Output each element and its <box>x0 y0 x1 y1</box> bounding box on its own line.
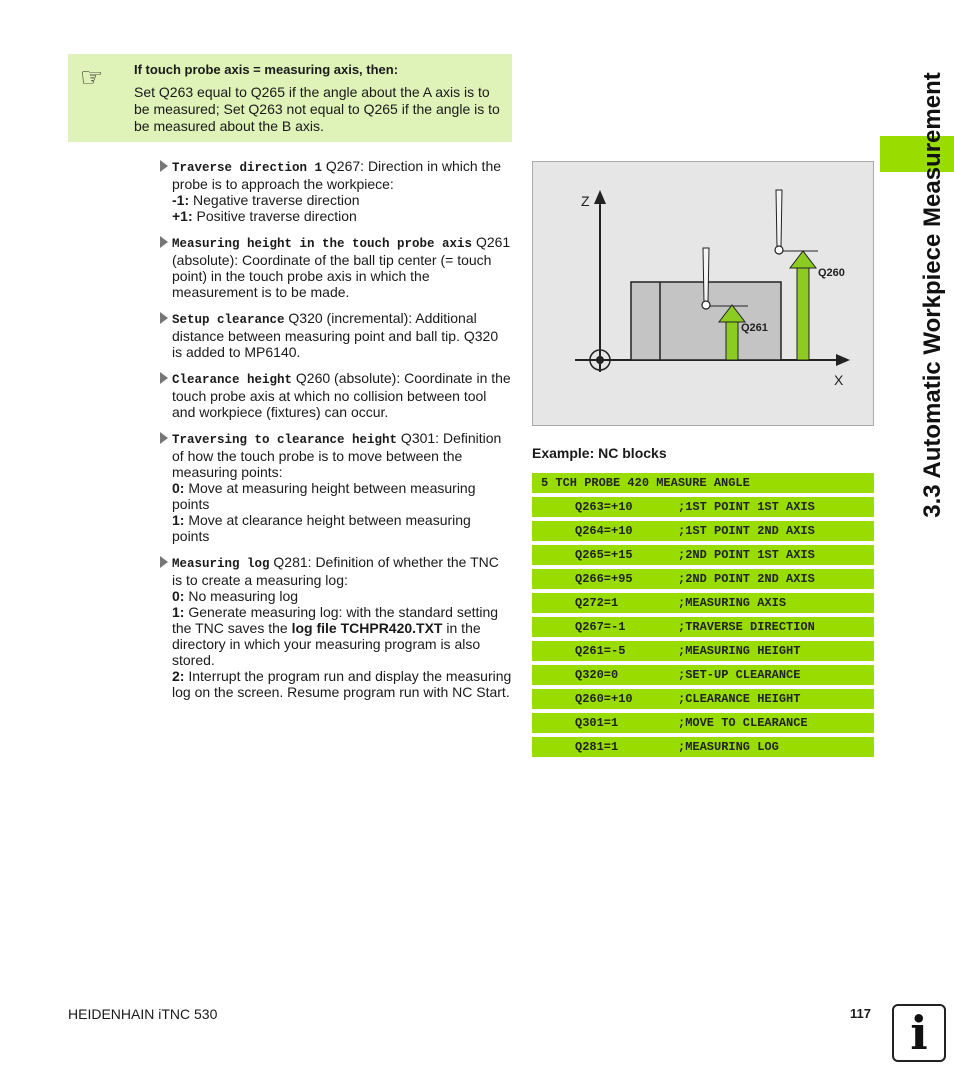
param-name: Measuring log <box>172 557 270 571</box>
nc-param: Q264=+10 <box>575 524 633 538</box>
note-box <box>68 54 512 142</box>
option-text: in the directory in which your measuring program is also stored. <box>172 620 481 668</box>
nc-param: Q281=1 <box>575 740 619 754</box>
param-desc: Q281: Definition of whether the TNC is to create a measuring log: <box>172 554 499 588</box>
nc-comment: ;MEASURING AXIS <box>678 596 787 610</box>
bullet-arrow-icon <box>160 160 168 172</box>
nc-row <box>532 713 874 733</box>
probe-stylus-1 <box>703 248 709 302</box>
nc-param: Q301=1 <box>575 716 619 730</box>
nc-comment: ;2ND POINT 1ST AXIS <box>678 548 815 562</box>
chapter-side-title-text: 3.3 Automatic Workpiece Measurement <box>919 72 946 518</box>
note-title: If touch probe axis = measuring axis, then: <box>134 62 399 77</box>
param-desc: Q320 (incremental): Additional distance between measuring point and ball tip. Q320 is added to MP6140. <box>172 310 499 360</box>
q261-label: Q261 <box>741 322 768 334</box>
param-desc: Q260 (absolute): Coordinate in the touch probe axis at which no collision between tool and workpiece (fixtures) can occur. <box>172 370 511 420</box>
nc-param: Q272=1 <box>575 596 619 610</box>
q260-arrow-shaft <box>797 266 809 360</box>
param-name: Setup clearance <box>172 313 285 327</box>
param-item <box>160 554 512 700</box>
nc-row <box>532 593 874 613</box>
nc-comment: ;2ND POINT 2ND AXIS <box>678 572 815 586</box>
param-name: Traversing to clearance height <box>172 433 398 447</box>
param-item <box>160 370 512 420</box>
datum-center <box>596 356 604 364</box>
probe-stylus-2 <box>776 190 782 247</box>
q261-arrow-shaft <box>726 320 738 360</box>
bullet-arrow-icon <box>160 236 168 248</box>
option-key: +1: <box>172 208 193 224</box>
bullet-arrow-icon <box>160 372 168 384</box>
param-item <box>160 234 512 300</box>
param-desc: Q301: Definition of how the touch probe is to move between the measuring points: <box>172 430 502 480</box>
param-item <box>160 158 512 224</box>
parameter-list <box>160 158 512 710</box>
z-axis-arrow <box>594 190 606 204</box>
option-text: Interrupt the program run and display the measuring log on the screen. Resume program run with NC Start. <box>172 668 512 700</box>
option-text: Positive traverse direction <box>192 208 357 224</box>
bullet-arrow-icon <box>160 432 168 444</box>
diagram-svg <box>533 162 873 425</box>
nc-row <box>532 617 874 637</box>
option-key: 1: <box>172 512 185 528</box>
q260-label: Q260 <box>818 267 845 279</box>
nc-comment: ;1ST POINT 2ND AXIS <box>678 524 815 538</box>
nc-row <box>532 497 874 517</box>
param-item <box>160 310 512 360</box>
example-title: Example: NC blocks <box>532 445 667 461</box>
nc-comment: ;1ST POINT 1ST AXIS <box>678 500 815 514</box>
nc-param: Q265=+15 <box>575 548 633 562</box>
pointing-hand-icon: ☞ <box>80 62 104 92</box>
nc-param: Q266=+95 <box>575 572 633 586</box>
nc-param: Q320=0 <box>575 668 619 682</box>
measurement-diagram <box>532 161 874 426</box>
nc-row <box>532 569 874 589</box>
chapter-side-title <box>921 55 945 535</box>
nc-row <box>532 521 874 541</box>
option-text: Negative traverse direction <box>189 192 360 208</box>
nc-row <box>532 641 874 661</box>
bullet-arrow-icon <box>160 556 168 568</box>
x-axis-label: X <box>834 372 844 388</box>
param-name: Measuring height in the touch probe axis <box>172 237 473 251</box>
footer-manual-title: HEIDENHAIN iTNC 530 <box>68 1006 218 1022</box>
option-text: Move at measuring height between measuring points <box>172 480 476 512</box>
x-axis-arrow <box>836 354 850 366</box>
probe-ball-2 <box>775 246 783 254</box>
param-desc: Q261 (absolute): Coordinate of the ball tip center (= touch point) in the touch probe axis in which the measurement is to be made. <box>172 234 511 300</box>
nc-param: Q263=+10 <box>575 500 633 514</box>
param-name: Traverse direction 1 <box>172 161 323 175</box>
option-text: Move at clearance height between measuring points <box>172 512 471 544</box>
nc-header-row <box>532 473 874 493</box>
nc-param: Q260=+10 <box>575 692 633 706</box>
option-key: -1: <box>172 192 190 208</box>
option-key: 0: <box>172 588 185 604</box>
nc-block-list <box>532 473 874 761</box>
q260-arrow-head <box>790 251 816 268</box>
nc-comment: ;TRAVERSE DIRECTION <box>678 620 815 634</box>
nc-param: Q267=-1 <box>575 620 626 634</box>
option-key: 0: <box>172 480 185 496</box>
nc-row <box>532 545 874 565</box>
probe-ball-1 <box>702 301 710 309</box>
nc-comment: ;MEASURING LOG <box>678 740 779 754</box>
param-desc: Q267: Direction in which the probe is to approach the workpiece: <box>172 158 502 192</box>
option-text: No measuring log <box>184 588 299 604</box>
nc-row <box>532 665 874 685</box>
page-number: 117 <box>850 1006 871 1021</box>
nc-param: Q261=-5 <box>575 644 626 658</box>
nc-comment: ;SET-UP CLEARANCE <box>678 668 801 682</box>
bullet-arrow-icon <box>160 312 168 324</box>
nc-header-text: 5 TCH PROBE 420 MEASURE ANGLE <box>541 476 750 490</box>
note-body: Set Q263 equal to Q265 if the angle about the A axis is to be measured; Set Q263 not equal to Q265 if the angle is to be measured about the B axis. <box>134 84 500 134</box>
param-name: Clearance height <box>172 373 293 387</box>
nc-comment: ;CLEARANCE HEIGHT <box>678 692 801 706</box>
nc-comment: ;MOVE TO CLEARANCE <box>678 716 808 730</box>
z-axis-label: Z <box>581 193 590 209</box>
log-file-name: log file TCHPR420.TXT <box>291 620 443 636</box>
nc-row <box>532 689 874 709</box>
info-icon: i <box>892 1004 946 1062</box>
param-item <box>160 430 512 544</box>
nc-row <box>532 737 874 757</box>
option-text: Generate measuring log: with the standard setting the TNC saves the <box>172 604 499 636</box>
option-key: 1: <box>172 604 185 620</box>
nc-comment: ;MEASURING HEIGHT <box>678 644 801 658</box>
option-key: 2: <box>172 668 185 684</box>
